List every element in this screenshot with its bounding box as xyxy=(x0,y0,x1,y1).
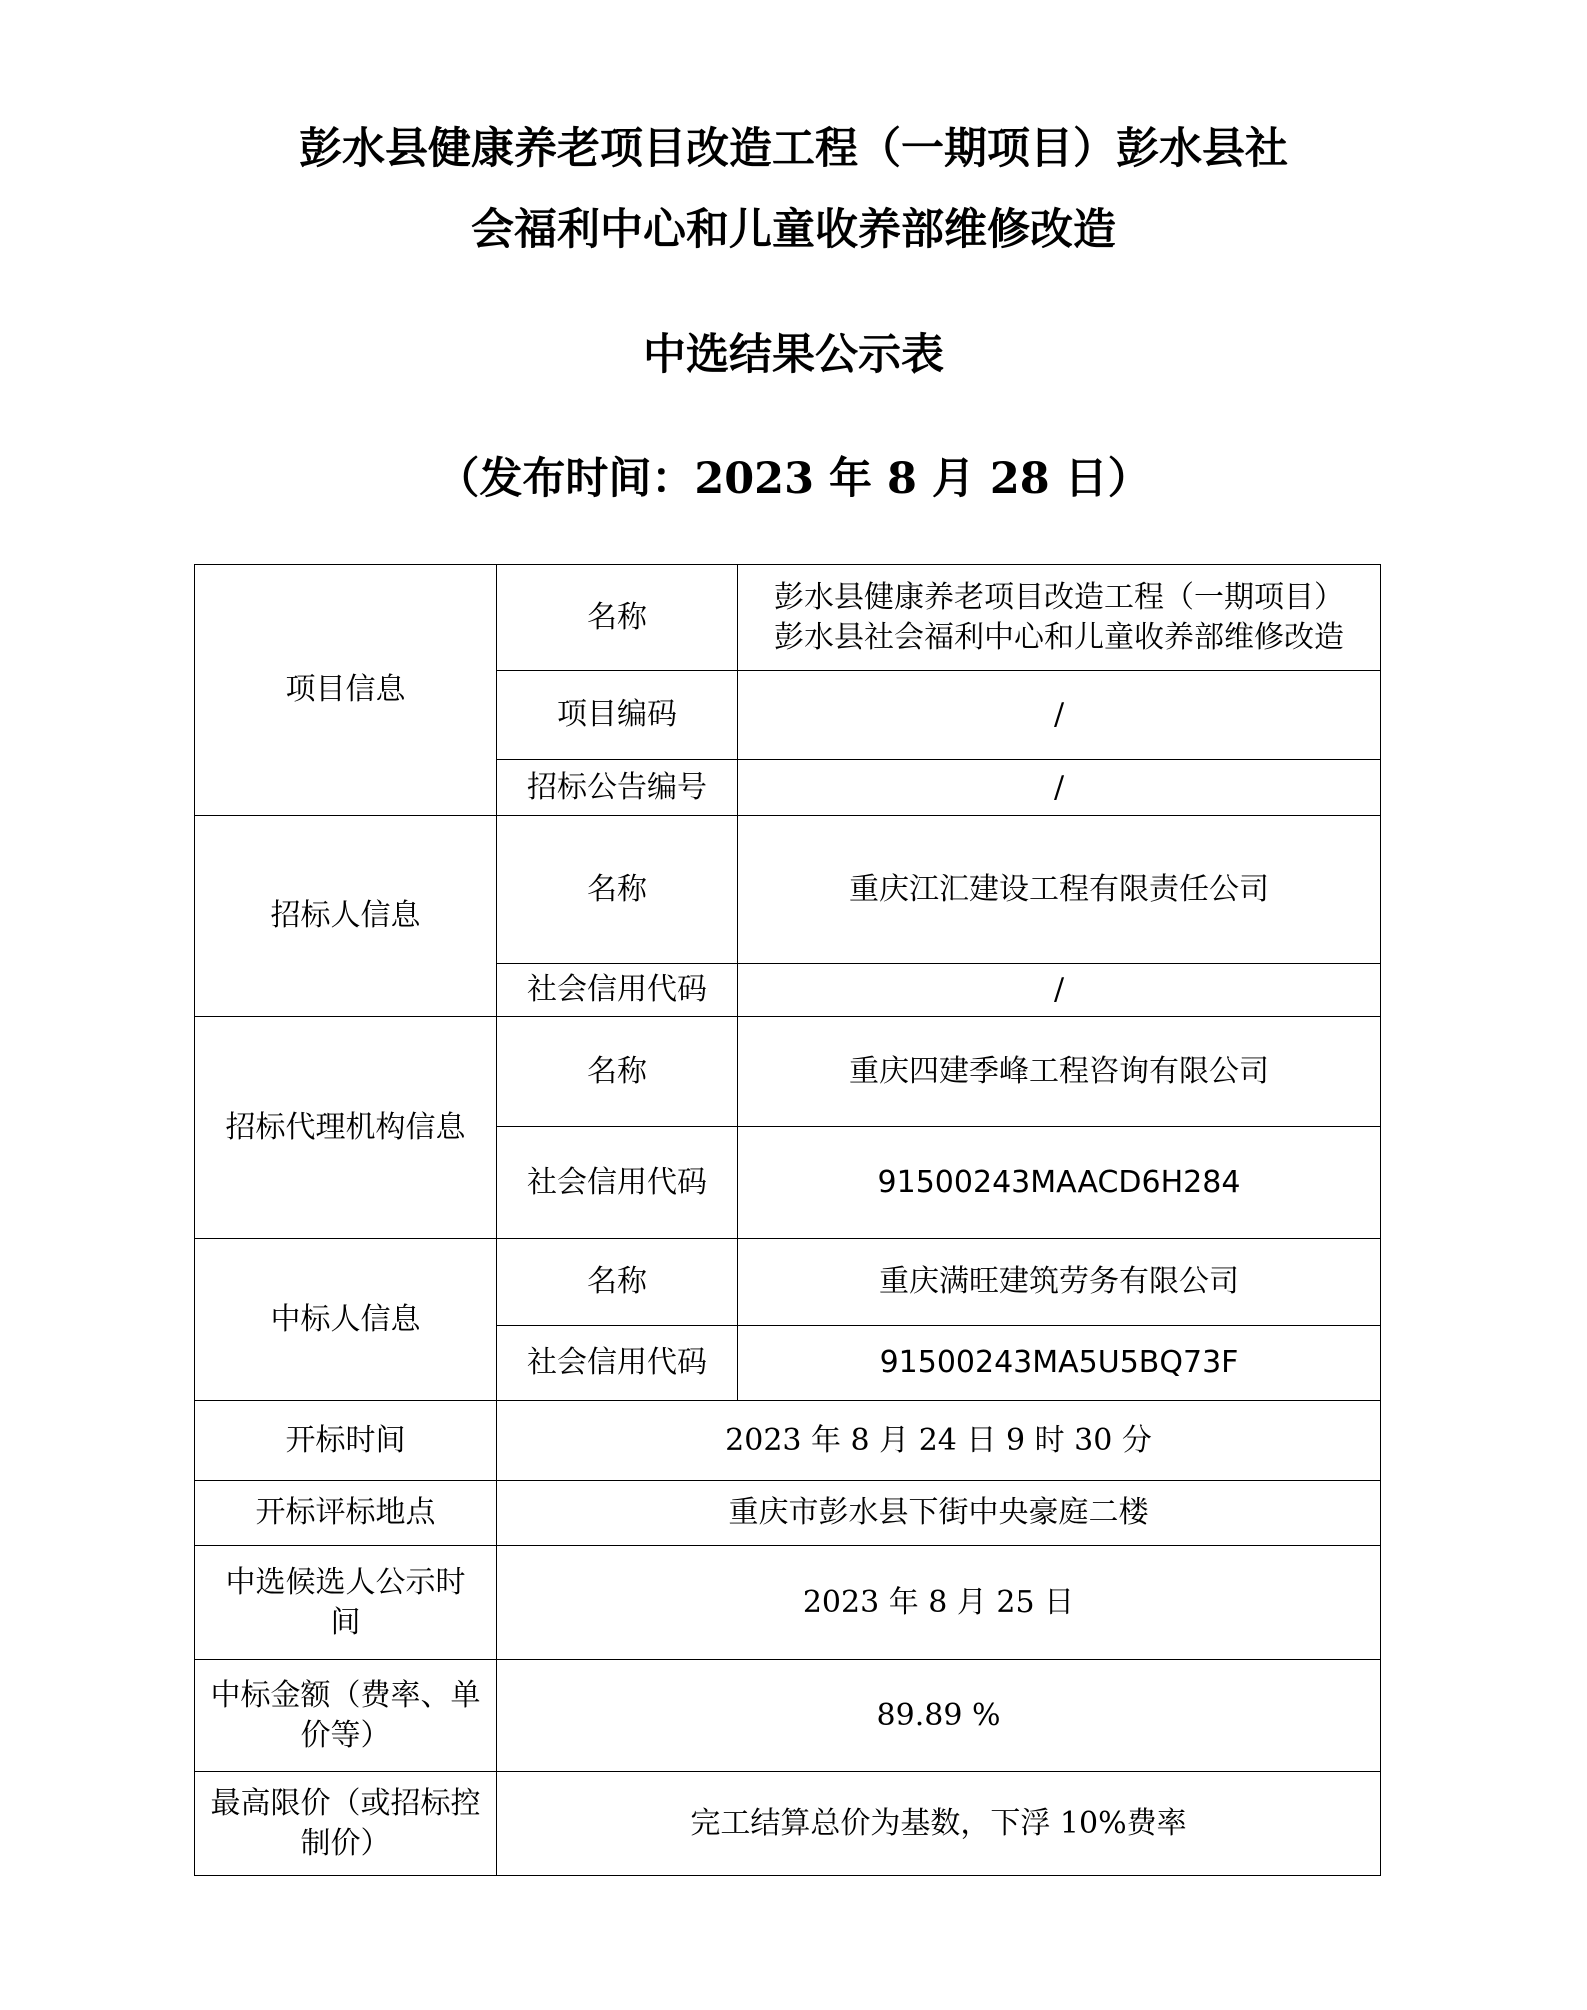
publicity-time-label-line-2: 间 xyxy=(330,1604,361,1640)
table-row xyxy=(195,1772,1381,1876)
project-info-group-label: 项目信息 xyxy=(195,565,497,816)
location-value: 重庆市彭水县下街中央豪庭二楼 xyxy=(497,1481,1381,1546)
agency-name-value: 重庆四建季峰工程咨询有限公司 xyxy=(738,1017,1381,1127)
notice-number-label: 招标公告编号 xyxy=(497,760,738,816)
tenderer-info-group-label: 招标人信息 xyxy=(195,816,497,1017)
document-title-line-2: 会福利中心和儿童收养部维修改造 xyxy=(471,205,1116,255)
document-subtitle: 中选结果公示表 xyxy=(643,330,944,380)
winner-info-group-label: 中标人信息 xyxy=(195,1239,497,1401)
bid-amount-label-line-2: 价等） xyxy=(300,1717,391,1753)
table-row xyxy=(195,1660,1381,1772)
project-code-label: 项目编码 xyxy=(497,671,738,760)
project-name-value-line-2: 彭水县社会福利中心和儿童收养部维修改造 xyxy=(774,619,1344,655)
agency-name-label: 名称 xyxy=(497,1017,738,1127)
agency-credit-value: 91500243MAACD6H284 xyxy=(738,1127,1381,1239)
location-label: 开标评标地点 xyxy=(195,1481,497,1546)
project-code-value: / xyxy=(738,671,1381,760)
document-title-line-1: 彭水县健康养老项目改造工程（一期项目）彭水县社 xyxy=(299,124,1288,174)
winner-credit-label: 社会信用代码 xyxy=(497,1326,738,1401)
bid-amount-label-line-1: 中标金额（费率、单 xyxy=(210,1677,481,1713)
project-name-value-line-1: 彭水县健康养老项目改造工程（一期项目） xyxy=(774,579,1344,615)
winner-name-value: 重庆满旺建筑劳务有限公司 xyxy=(738,1239,1381,1326)
project-name-label: 名称 xyxy=(497,565,738,671)
bid-amount-label xyxy=(195,1660,497,1772)
table-row xyxy=(195,565,1381,671)
tenderer-credit-value: / xyxy=(738,964,1381,1017)
opening-time-value: 2023 年 8 月 24 日 9 时 30 分 xyxy=(497,1401,1381,1481)
tenderer-credit-label: 社会信用代码 xyxy=(497,964,738,1017)
agency-info-group-label: 招标代理机构信息 xyxy=(195,1017,497,1239)
table-row xyxy=(195,1239,1381,1326)
table-row xyxy=(195,1546,1381,1660)
result-table xyxy=(194,564,1381,1876)
max-price-label-line-1: 最高限价（或招标控 xyxy=(210,1785,481,1821)
agency-credit-label: 社会信用代码 xyxy=(497,1127,738,1239)
table-row xyxy=(195,816,1381,964)
tenderer-name-label: 名称 xyxy=(497,816,738,964)
publish-date: （发布时间：2023 年 8 月 28 日） xyxy=(436,454,1151,504)
table-row xyxy=(195,1481,1381,1546)
bid-amount-value: 89.89 % xyxy=(497,1660,1381,1772)
max-price-value: 完工结算总价为基数，下浮 10%费率 xyxy=(497,1772,1381,1876)
opening-time-label: 开标时间 xyxy=(195,1401,497,1481)
winner-name-label: 名称 xyxy=(497,1239,738,1326)
max-price-label-line-2: 制价） xyxy=(300,1825,391,1861)
publicity-time-value: 2023 年 8 月 25 日 xyxy=(497,1546,1381,1660)
publicity-time-label-line-1: 中选候选人公示时 xyxy=(225,1564,466,1600)
table-row xyxy=(195,1401,1381,1481)
notice-number-value: / xyxy=(738,760,1381,816)
max-price-label xyxy=(195,1772,497,1876)
table-row xyxy=(195,1017,1381,1127)
tenderer-name-value: 重庆江汇建设工程有限责任公司 xyxy=(738,816,1381,964)
project-name-value xyxy=(738,565,1381,671)
winner-credit-value: 91500243MA5U5BQ73F xyxy=(738,1326,1381,1401)
publicity-time-label xyxy=(195,1546,497,1660)
